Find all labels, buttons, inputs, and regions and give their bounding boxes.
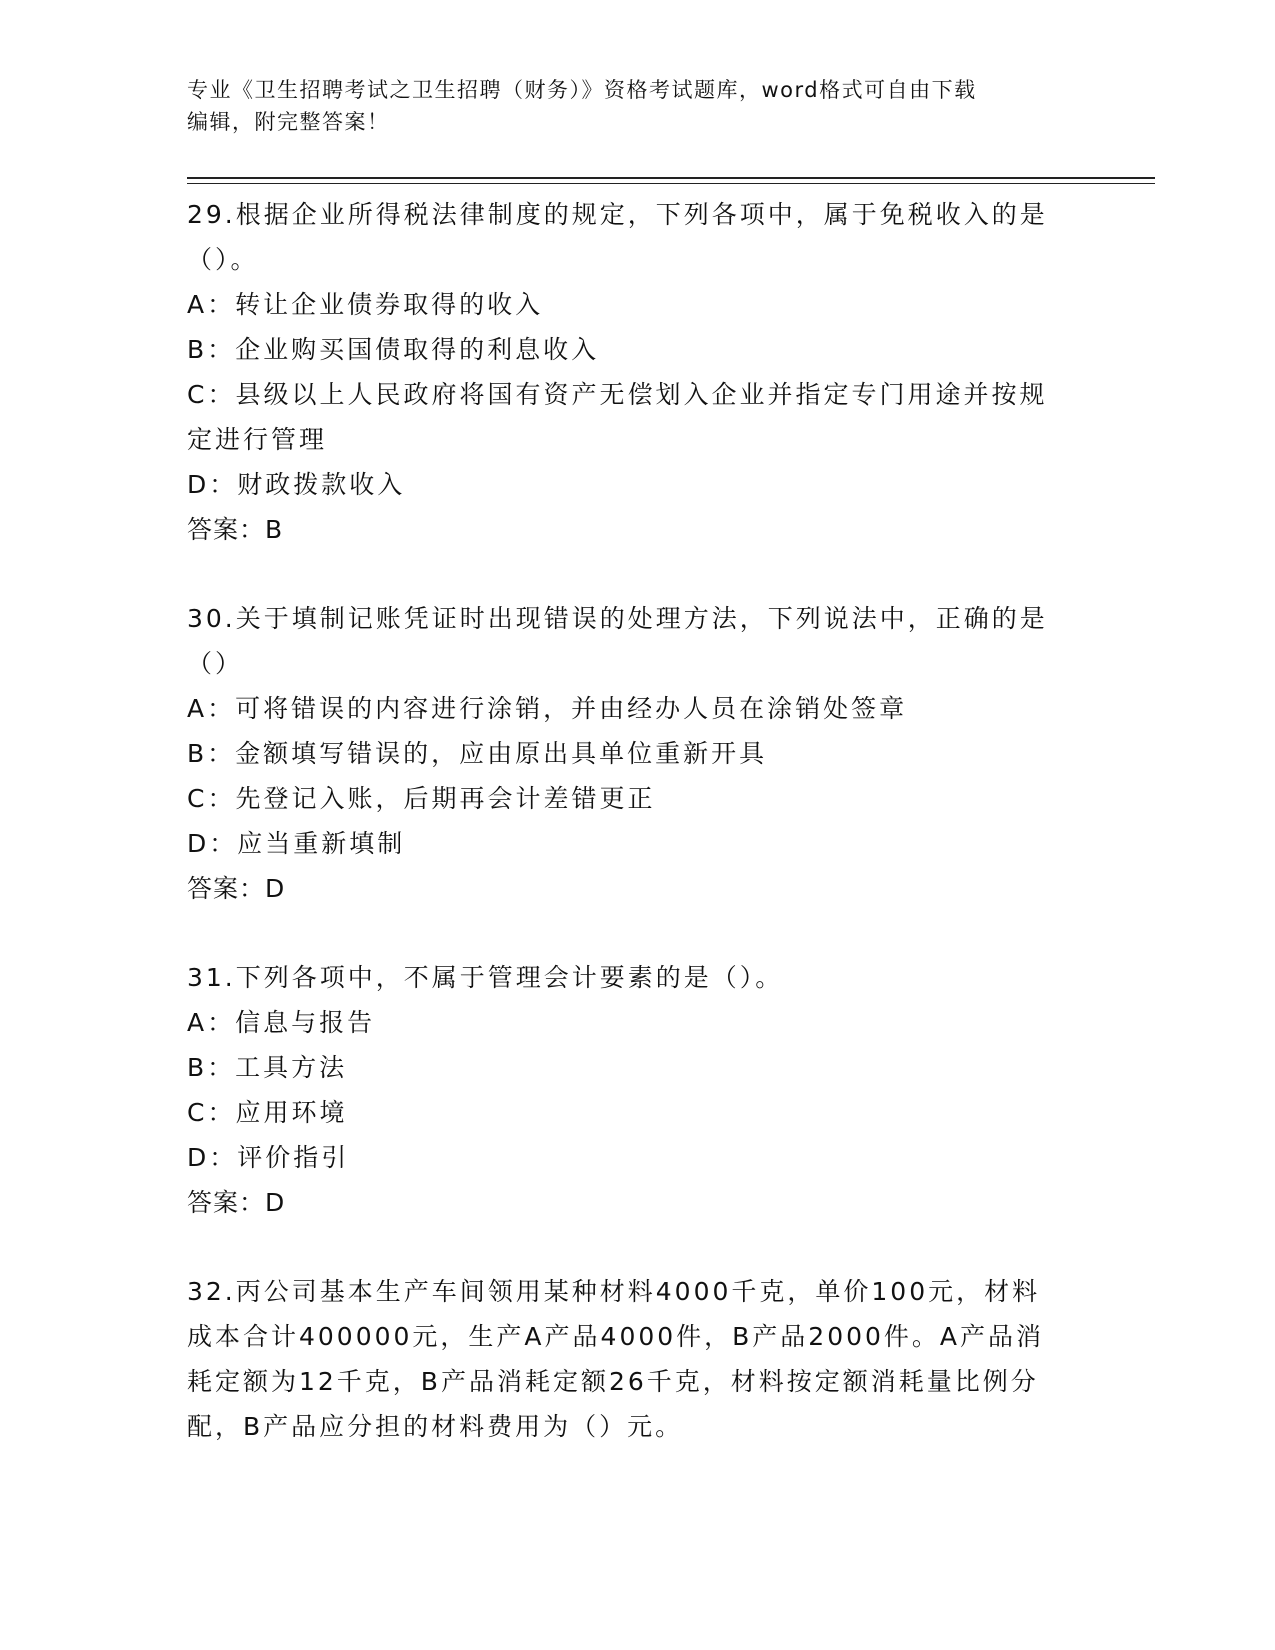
option-c: C：县级以上人民政府将国有资产无偿划入企业并指定专门用途并按规 [187,380,1048,409]
header-divider-bottom [187,183,1155,184]
option-a: A：转让企业债券取得的收入 [187,290,544,319]
option-c-continued: 定进行管理 [187,425,328,454]
option-d: D：应当重新填制 [187,829,406,858]
question-stem: 29.根据企业所得税法律制度的规定，下列各项中，属于免税收入的是 [187,200,1048,229]
question-29 [187,192,1087,552]
option-c: C：应用环境 [187,1098,348,1127]
question-30 [187,596,1087,911]
option-a: A：信息与报告 [187,1008,376,1037]
answer: 答案：B [187,515,284,544]
question-stem: 成本合计400000元，生产A产品4000件，B产品2000件。A产品消 [187,1322,1045,1351]
option-d: D：财政拨款收入 [187,470,406,499]
question-stem: 耗定额为12千克，B产品消耗定额26千克，材料按定额消耗量比例分 [187,1367,1039,1396]
question-list [187,192,1087,1449]
answer: 答案：D [187,1188,286,1217]
option-d: D：评价指引 [187,1143,350,1172]
document-header [187,74,1067,138]
header-line-1: 专业《卫生招聘考试之卫生招聘（财务）》资格考试题库，word格式可自由下载 [187,78,977,102]
question-stem: 30.关于填制记账凭证时出现错误的处理方法，下列说法中，正确的是 [187,604,1048,633]
option-b: B：企业购买国债取得的利息收入 [187,335,600,364]
header-line-2: 编辑，附完整答案！ [187,110,390,134]
option-a: A：可将错误的内容进行涂销，并由经办人员在涂销处签章 [187,694,908,723]
header-divider-top [187,177,1155,179]
question-stem: 32.丙公司基本生产车间领用某种材料4000千克，单价100元，材料 [187,1277,1041,1306]
option-b: B：工具方法 [187,1053,348,1082]
question-stem: （）。 [187,245,259,274]
option-c: C：先登记入账，后期再会计差错更正 [187,784,656,813]
question-stem: （） [187,649,244,678]
question-32 [187,1269,1087,1449]
question-stem: 31.下列各项中，不属于管理会计要素的是（）。 [187,963,784,992]
option-b: B：金额填写错误的，应由原出具单位重新开具 [187,739,768,768]
question-stem: 配，B产品应分担的材料费用为（）元。 [187,1412,684,1441]
answer: 答案：D [187,874,286,903]
question-31 [187,955,1087,1225]
